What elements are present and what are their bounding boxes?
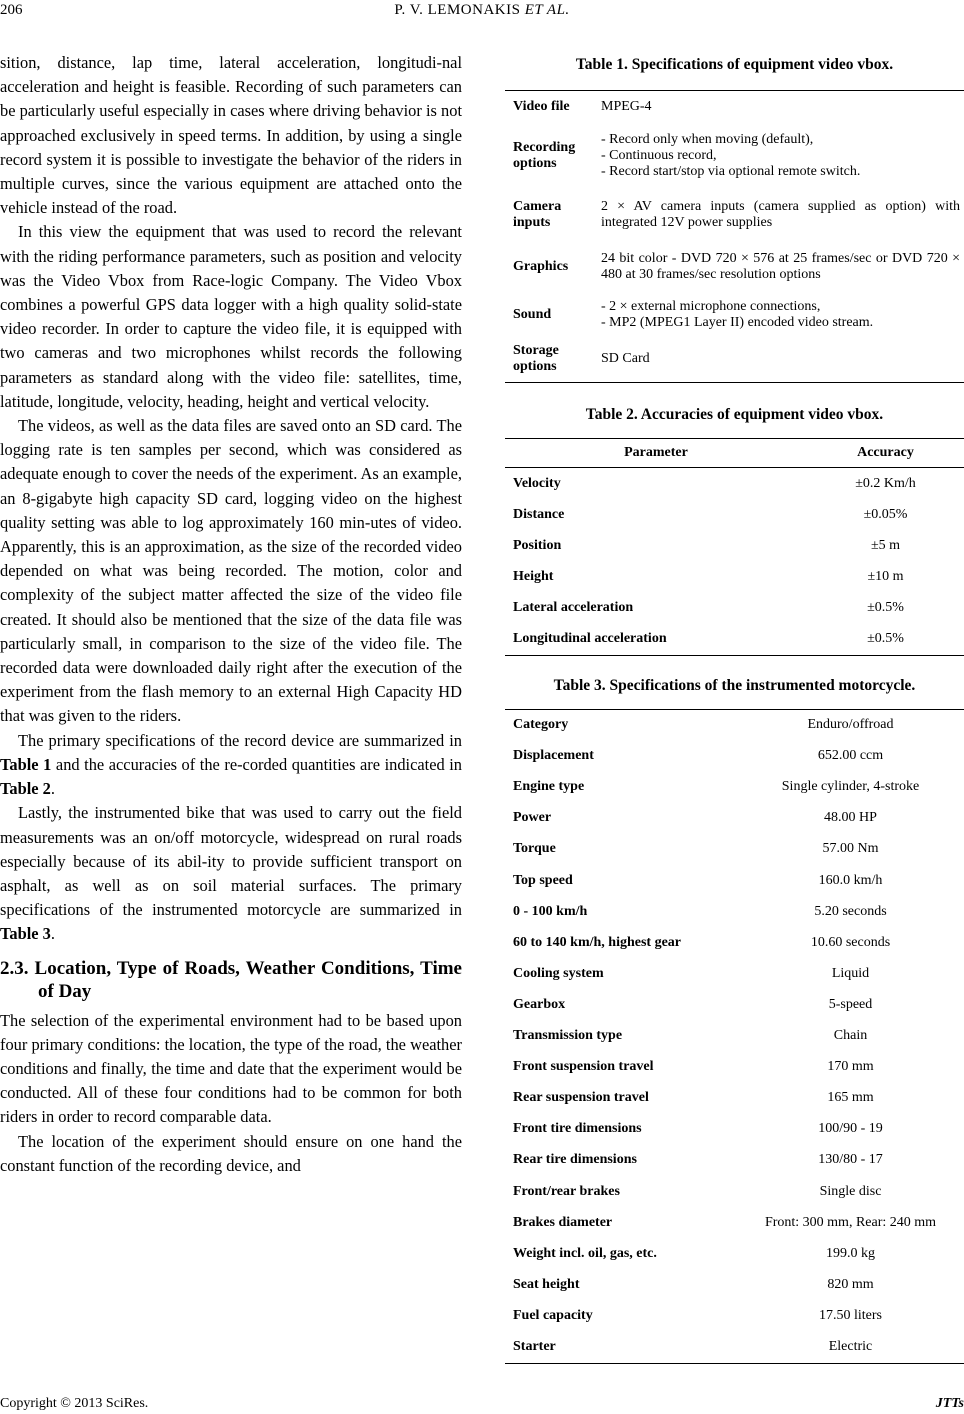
table-1 [505, 90, 964, 383]
table-2-value: ±0.5% [867, 631, 904, 647]
table-3-value: Chain [833, 1028, 868, 1044]
table-1-value: MPEG-4 [601, 99, 652, 115]
table-3-value: 820 mm [827, 1276, 874, 1292]
table-2-value: ±0.05% [863, 506, 908, 522]
table-3-key: Gearbox [513, 996, 566, 1012]
table-3-key: Engine type [513, 779, 585, 795]
table-row [505, 124, 964, 189]
table-row [505, 989, 964, 1020]
table-row [505, 1145, 964, 1176]
right-column [505, 51, 964, 1364]
table-row [505, 189, 964, 241]
table-1-value: 24 bit color - DVD 720 × 576 at 25 frames/sec or DVD 720 × 480 at 30 frames/sec resolution options [601, 250, 960, 282]
table-3-value: 10.60 seconds [810, 934, 891, 950]
table-row [505, 927, 964, 958]
table-row [505, 1331, 964, 1363]
table-row [505, 241, 964, 293]
table-1-value: SD Card [601, 351, 650, 367]
table-3-value: 160.0 km/h [818, 872, 883, 888]
table-3-key: Starter [513, 1338, 556, 1354]
table-row [505, 1300, 964, 1331]
table-3-value: Single cylinder, 4-stroke [781, 779, 920, 795]
table-row [505, 623, 964, 655]
running-title [0, 2, 964, 19]
table-3-ref: Table 3 [0, 924, 51, 944]
table-2-key: Distance [513, 506, 565, 522]
table-3-key: Front tire dimensions [513, 1121, 642, 1137]
section-heading: 2.3. Location, Type of Roads, Weather Conditions, Time of Day [0, 957, 462, 1002]
table-1-key: Graphics [513, 258, 569, 274]
table-3-value: 165 mm [827, 1090, 874, 1106]
table-2-key: Velocity [513, 475, 561, 491]
table-3-value: 199.0 kg [826, 1245, 875, 1261]
column-header-accuracy: Accuracy [807, 439, 964, 468]
table-3-key: Brakes diameter [513, 1214, 613, 1230]
table-row [505, 709, 964, 741]
paragraph-2: In this view the equipment that was used to record the relevant with the riding performance parameters, such as position and velocity was the Video Vbox from Race-logic Company. The Video Vbox combines a powerful GPS data logger with a high quality solid-state video recorder. In order to capture the video file, it is equipped with two cameras and two microphones whilst records the following parameters as standard along with the video file: satellites, time, latitude, longitude, velocity, heading, height and vertical velocity. [0, 222, 462, 411]
paragraph-4-text-c: . [50, 779, 55, 799]
table-3-body [505, 709, 964, 1363]
table-1-value: 2 × AV camera inputs (camera supplied as option) with integrated 12V power supplies [601, 198, 960, 230]
table-header-row [505, 439, 964, 468]
table-row [505, 499, 964, 530]
table-3-value: 170 mm [827, 1059, 874, 1075]
table-1-ref: Table 1 [0, 754, 52, 774]
table-2-caption: Table 2. Accuracies of equipment video vbox. [585, 406, 884, 423]
table-2-body [505, 468, 964, 656]
table-row [505, 1052, 964, 1083]
table-row [505, 772, 964, 803]
table-3-value: 5-speed [828, 996, 873, 1012]
table-3-value: Front: 300 mm, Rear: 240 mm [764, 1214, 937, 1230]
table-2-value: ±10 m [867, 568, 904, 584]
table-3-key: Front suspension travel [513, 1059, 654, 1075]
table-1-key: Video file [513, 99, 570, 115]
paragraph-5 [0, 801, 462, 946]
table-3-key: Top speed [513, 872, 573, 888]
table-row [505, 741, 964, 772]
table-3-key: Transmission type [513, 1028, 623, 1044]
table-3-caption: Table 3. Specifications of the instrumented motorcycle. [553, 676, 916, 694]
table-row [505, 896, 964, 927]
paragraph-4-text-b: and the accuracies of the re-corded quantities are indicated in [51, 754, 462, 774]
table-3-value: Electric [828, 1338, 873, 1354]
table-3-value: 57.00 Nm [822, 841, 879, 857]
table-2 [505, 438, 964, 656]
table-row [505, 468, 964, 500]
running-title-etal: ET AL. [524, 2, 570, 18]
paragraph-4 [0, 729, 462, 802]
paragraph-5-text-a: Lastly, the instrumented bike that was used to carry out the field measurements was an on/off motorcycle, widespread on rural roads especially because of its abil-ity to provide sufficient transport on asphalt, as well as on soil material surfaces. The primary specifications of the instrumented motorcycle are summarized in [0, 803, 462, 920]
table-3-value: 48.00 HP [824, 810, 877, 826]
table-2-value: ±5 m [870, 537, 901, 553]
table-row [505, 1269, 964, 1300]
table-1-caption: Table 1. Specifications of equipment video vbox. [575, 56, 894, 73]
table-3-key: Rear tire dimensions [513, 1152, 637, 1168]
table-3-value: 17.50 liters [819, 1307, 882, 1323]
table-2-key: Lateral acceleration [513, 599, 634, 615]
table-2-key: Height [513, 568, 554, 584]
table-3-key: Category [513, 717, 569, 733]
table-2-key: Position [513, 537, 562, 553]
table-3-value: Enduro/offroad [807, 717, 894, 733]
paragraph-4-text-a: The primary specifications of the record device are summarized in [18, 730, 462, 750]
table-row [505, 530, 964, 561]
table-3-key: 60 to 140 km/h, highest gear [513, 934, 681, 950]
table-2-value: ±0.5% [867, 599, 904, 615]
paragraph-1: sition, distance, lap time, lateral acceleration, longitudi-nal acceleration and height is feasible. Recording of such parameters can be particularly useful especially in cases where driving behavior is not approached exclusively in speed terms. In addition, by using a single record system it is possible to investigate the behavior of the riders in multiple curves, since the various equipment are attached onto the vehicle instead of the road. [0, 53, 462, 218]
table-3-value: 5.20 seconds [814, 903, 887, 919]
table-1-key: Camera inputs [513, 198, 562, 230]
paragraph-6: The selection of the experimental environment had to be based upon four primary conditions: the location, the type of the road, the weather conditions and finally, the time and date that the experiment would be conducted. All of these four conditions had to be common for both riders in order to record comparable data. [0, 1010, 462, 1127]
table-3-key: Cooling system [513, 965, 604, 981]
table-3-key: Fuel capacity [513, 1307, 593, 1323]
table-3-key: Front/rear brakes [513, 1183, 620, 1199]
copyright: Copyright © 2013 SciRes. [0, 1396, 149, 1411]
paragraph-7: The location of the experiment should ensure on one hand the constant function of the recording device, and [0, 1131, 462, 1175]
table-1-value: - Record only when moving (default), - Continuous record, - Record start/stop via optional remote switch. [601, 132, 861, 179]
table-1-key: Storage options [513, 343, 559, 375]
table-row [505, 1207, 964, 1238]
table-1-key: Sound [513, 306, 552, 322]
table-3-key: Torque [513, 841, 556, 857]
paragraph-3: The videos, as well as the data files are saved onto an SD card. The logging rate is ten samples per second, which was considered as adequate enough to cover the needs of the experiment. As an example, an 8-gigabyte high capacity SD card, logging video on the highest quality setting was able to log approximately 160 min-utes of video. Apparently, this is an approximation, as the size of the recorded video depended on what was being recorded. The motion, color and complexity of the subject matter affected the size of the video file created. It should also be mentioned that the size of the data file was particularly small, in comparison to the size of the video file. The recorded data were downloaded daily right after the execution of the experiment from the flash memory to an external High Capacity HD that was given to the riders. [0, 416, 462, 726]
table-row [505, 1238, 964, 1269]
table-row [505, 865, 964, 896]
table-row [505, 337, 964, 383]
table-3-key: Rear suspension travel [513, 1090, 649, 1106]
table-row [505, 561, 964, 592]
table-3-key: Weight incl. oil, gas, etc. [513, 1245, 657, 1261]
table-row [505, 592, 964, 623]
table-3 [505, 709, 964, 1364]
table-3-value: 100/90 - 19 [818, 1121, 883, 1137]
table-1-key: Recording options [513, 140, 576, 171]
table-3-key: Power [513, 810, 552, 826]
table-3-value: Single disc [819, 1183, 882, 1199]
table-3-key: Displacement [513, 748, 594, 764]
table-3-value: 130/80 - 17 [818, 1152, 883, 1168]
table-row [505, 1114, 964, 1145]
table-row [505, 293, 964, 337]
table-row [505, 958, 964, 989]
table-2-ref: Table 2 [0, 779, 51, 799]
table-row [505, 1176, 964, 1207]
table-row [505, 91, 964, 124]
left-column [0, 51, 462, 1178]
table-2-key: Longitudinal acceleration [513, 631, 667, 647]
table-1-value: - 2 × external microphone connections, - MP2 (MPEG1 Layer II) encoded video stream. [601, 298, 874, 330]
table-row [505, 803, 964, 834]
table-row [505, 1083, 964, 1114]
running-title-authors: P. V. LEMONAKIS [394, 2, 521, 18]
page-number: 206 [0, 2, 23, 18]
page-header [0, 0, 964, 24]
paragraph-5-text-b: . [50, 924, 55, 944]
table-3-value: 652.00 ccm [817, 748, 884, 764]
table-row [505, 1021, 964, 1052]
journal-abbrev: JTTs [935, 1396, 964, 1411]
column-header-parameter: Parameter [505, 439, 807, 468]
table-3-key: 0 - 100 km/h [513, 903, 588, 919]
table-2-value: ±0.2 Km/h [855, 475, 916, 491]
table-3-key: Seat height [513, 1276, 580, 1292]
table-3-value: Liquid [831, 965, 870, 981]
table-row [505, 834, 964, 865]
